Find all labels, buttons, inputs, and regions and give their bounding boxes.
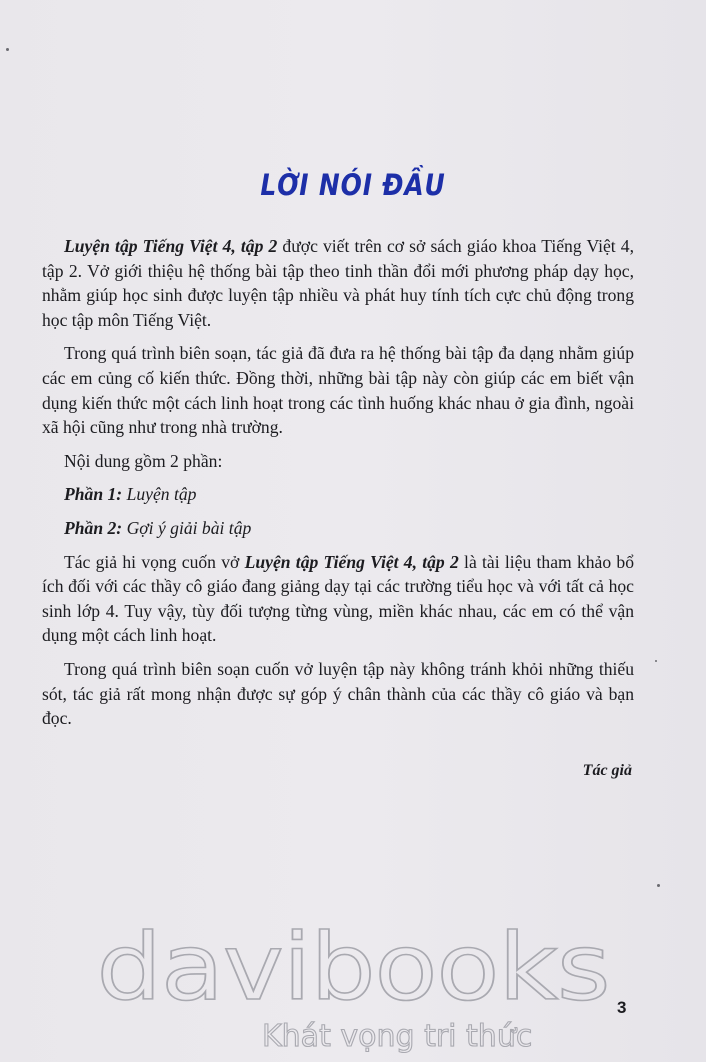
paragraph-closing: Trong quá trình biên soạn cuốn vở luyện tập này không tránh khỏi những thiếu sót, tác giả rất mong nhận được sự góp ý chân thành của các thầy cô giáo và bạn đọc. (42, 658, 634, 729)
part-2-label: Phần 2: (64, 517, 123, 538)
paragraph-hope-after: là tài liệu tham khảo bổ ích đối với các thầy cô giáo đang giảng dạy tại các trường tiểu học và với tất cả học sinh lớp 4. Tuy vậy, tùy đối tượng từng vùng, miền khác nhau, các em có thể vận dụng một cách linh hoạt. (42, 551, 634, 646)
part-1-item (42, 482, 634, 507)
print-speck (657, 884, 660, 887)
author-signature: Tác giả (582, 762, 632, 779)
paragraph-intro (42, 234, 634, 332)
watermark-slogan: Khát vọng tri thức (262, 1019, 533, 1054)
book-title-emphasis-2: Luyện tập Tiếng Việt 4, tập 2 (244, 551, 459, 572)
paragraph-hope-before: Tác giả hi vọng cuốn vở (64, 551, 245, 572)
part-2-text: Gợi ý giải bài tập (122, 517, 252, 538)
part-2-item (42, 516, 634, 541)
paragraph-contents: Nội dung gồm 2 phần: (64, 450, 223, 471)
print-speck (655, 660, 657, 662)
book-title-emphasis: Luyện tập Tiếng Việt 4, tập 2 (64, 236, 278, 256)
part-1-text: Luyện tập (122, 484, 197, 505)
preface-body (42, 234, 634, 740)
part-1-label: Phần 1: (64, 484, 123, 505)
paragraph-intro-text: được viết trên cơ sở sách giáo khoa Tiếng Việt 4, tập 2. Vở giới thiệu hệ thống bài tập theo tinh thần đổi mới phương pháp dạy học, nhằm giúp học sinh được luyện tập nhiều và phát huy tính tích cực chủ động trong học tập môn Tiếng Việt. (42, 236, 634, 330)
page-number: 3 (617, 998, 627, 1017)
paragraph-hope (42, 550, 634, 648)
watermark-logo: davibooks (96, 914, 610, 1021)
print-speck (6, 48, 9, 51)
page-title: LỜI NÓI ĐẦU (260, 168, 446, 202)
paragraph-process: Trong quá trình biên soạn, tác giả đã đưa ra hệ thống bài tập đa dạng nhằm giúp các em củng cố kiến thức. Đồng thời, những bài tập này còn giúp các em biết vận dụng kiến thức một cách linh hoạt trong các tình huống khác nhau ở gia đình, ngoài xã hội cũng như trong nhà trường. (42, 343, 634, 438)
